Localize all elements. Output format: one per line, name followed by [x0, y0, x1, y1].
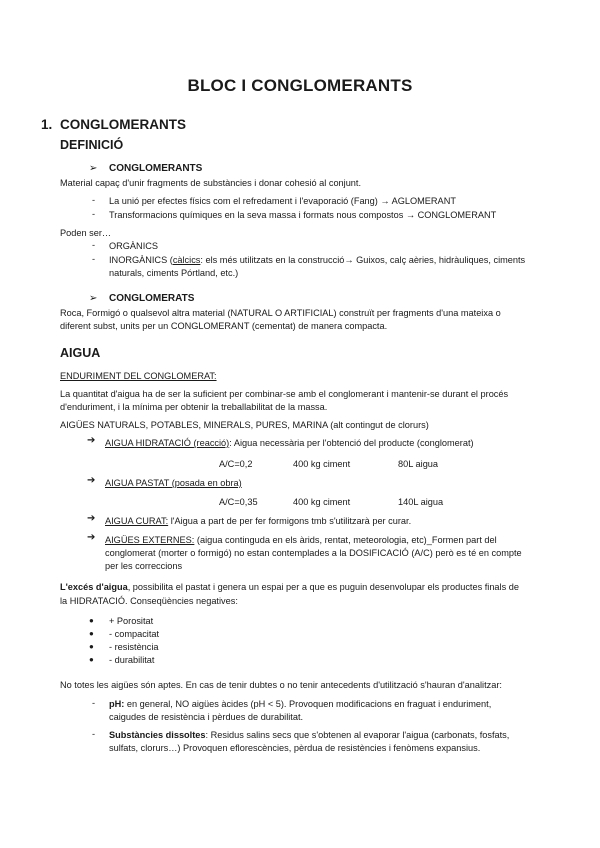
conglomerats-subheading: CONGLOMERATS [109, 293, 195, 304]
ph-line-2: caigudes de resistència i pèrdues de durabilitat. [109, 712, 304, 722]
dash-bullet: - [92, 729, 96, 739]
externes-line-3: per les correccions [105, 561, 183, 571]
ph-label: pH: [109, 699, 125, 709]
pastat-ratio: A/C=0,35 [219, 497, 258, 507]
arrowhead-marker-icon: ➢ [89, 163, 98, 174]
curat-item [105, 515, 411, 528]
list-item: ORGÀNICS [109, 241, 159, 251]
conglomerants-definition: Material capaç d'unir fragments de substàncies i donar cohesió al conjunt. [60, 178, 362, 188]
consequence-item: - resistència [109, 642, 159, 652]
hidratacio-water: 80L aigua [398, 459, 439, 469]
externes-item [105, 534, 558, 547]
enduriment-heading: ENDURIMENT DEL CONGLOMERAT: [60, 371, 217, 381]
consequence-item: + Porositat [109, 616, 154, 626]
arrowhead-marker-icon: ➢ [89, 293, 98, 304]
poden-ser-text: Poden ser… [60, 228, 112, 238]
pastat-water: 140L aigua [398, 497, 444, 507]
list-item [109, 254, 525, 267]
dash-bullet: - [92, 209, 96, 219]
exces-line-1 [60, 581, 558, 594]
section-number: 1. [41, 117, 53, 132]
arrow-bullet-icon: ➔ [87, 532, 96, 543]
conglomerats-line-1: Roca, Formigó o qualsevol altra material (NATURAL O ARTIFICIAL) construït per fragments d'una mateixa o [60, 308, 501, 318]
hidratacio-text: : Aigua necessària per l'obtenció del producte (conglomerat) [229, 438, 474, 448]
page-title: BLOC I CONGLOMERANTS [187, 76, 413, 95]
bullet-dot-icon: ● [89, 616, 94, 625]
aigua-heading: AIGUA [60, 346, 101, 360]
aigues-types: AIGÜES NATURALS, POTABLES, MINERALS, PURES, MARINA (alt contingut de clorurs) [60, 420, 429, 430]
bullet-dot-icon: ● [89, 629, 94, 638]
list-item: Transformacions químiques en la seva massa i formats nous compostos → CONGLOMERANT [109, 210, 497, 220]
inorganics-text: : els més utilitzats en la construcció→ Guixos, calç aèries, hidràuliques, ciments [200, 255, 526, 265]
subst-label: Substàncies dissoltes [109, 730, 206, 740]
definicio-heading: DEFINICIÓ [60, 138, 124, 152]
exces-line-2: la HIDRATACIÓ. Conseqüències negatives: [60, 596, 238, 606]
arrow-bullet-icon: ➔ [87, 475, 96, 486]
pastat-cement: 400 kg ciment [293, 497, 351, 507]
externes-line-1: (aigua continguda en els àrids, rentat, meteorologia, etc)_Formen part del [194, 535, 497, 545]
section-heading: CONGLOMERANTS [60, 117, 186, 132]
calcics-link-text: càlcics [172, 255, 201, 265]
exces-label: L'excés d'aigua [60, 582, 128, 592]
ph-text: en general, NO aigües àcides (pH < 5). Provoquen modificacions en fraguat i enduriment, [124, 699, 492, 709]
ph-line-1 [109, 698, 558, 711]
dash-bullet: - [92, 698, 96, 708]
arrow-bullet-icon: ➔ [87, 513, 96, 524]
list-item-continuation: naturals, ciments Pórtland, etc.) [109, 268, 239, 278]
bullet-dot-icon: ● [89, 642, 94, 651]
not-all-waters-text: No totes les aigües són aptes. En cas de tenir dubtes o no tenir antecedents d'utilització s'hauran d'analitzar: [60, 680, 502, 690]
bullet-dot-icon: ● [89, 655, 94, 664]
dash-bullet: - [92, 195, 96, 205]
dash-bullet: - [92, 240, 96, 250]
exces-text: , possibilita el pastat i genera un espai per a que es puguin desenvolupar els productes finals de [127, 582, 519, 592]
curat-label: AIGUA CURAT: [105, 516, 169, 526]
enduriment-line-1: La quantitat d'aigua ha de ser la suficient per combinar-se amb el conglomerant i mantenir-se durant el procés [60, 389, 509, 399]
consequence-item: - durabilitat [109, 655, 155, 665]
subst-text: : Residus salins secs que s'obtenen al evaporar l'aigua (carbonats, fosfats, [205, 730, 510, 740]
externes-line-2: conglomerat (morter o formigó) no estan contemplades a la DOSIFICACIÓ (A/C) però es té en compte [105, 548, 522, 558]
hidratacio-cement: 400 kg ciment [293, 459, 351, 469]
conglomerants-subheading: CONGLOMERANTS [109, 163, 203, 174]
hidratacio-label: AIGUA HIDRATACIÓ (reacció) [105, 438, 230, 448]
arrow-bullet-icon: ➔ [87, 435, 96, 446]
conglomerats-line-2: diferent subst, units per un CONGLOMERANT (cementat) de manera compacta. [60, 321, 388, 331]
subst-line-1 [109, 729, 558, 742]
dash-bullet: - [92, 254, 96, 264]
inorganics-label: INORGÀNICS ( [109, 255, 173, 265]
hidratacio-item [105, 437, 474, 450]
list-item: La unió per efectes físics com el refredament i l'evaporació (Fang) → AGLOMERANT [109, 196, 456, 206]
hidratacio-ratio: A/C=0,2 [219, 459, 253, 469]
externes-label: AIGÜES EXTERNES: [105, 535, 195, 545]
pastat-label: AIGUA PASTAT (posada en obra) [105, 478, 242, 488]
enduriment-line-2: d'enduriment, i la mínima per obtenir la treballabilitat de la massa. [60, 402, 328, 412]
consequence-item: - compacitat [109, 629, 160, 639]
curat-text: l'Aigua a part de per fer formigons tmb s'utilitzarà per curar. [168, 516, 412, 526]
subst-line-2: sulfats, clorurs…) Provoquen eflorescències, pèrdua de resistències i fenòmens expansius. [109, 743, 481, 753]
